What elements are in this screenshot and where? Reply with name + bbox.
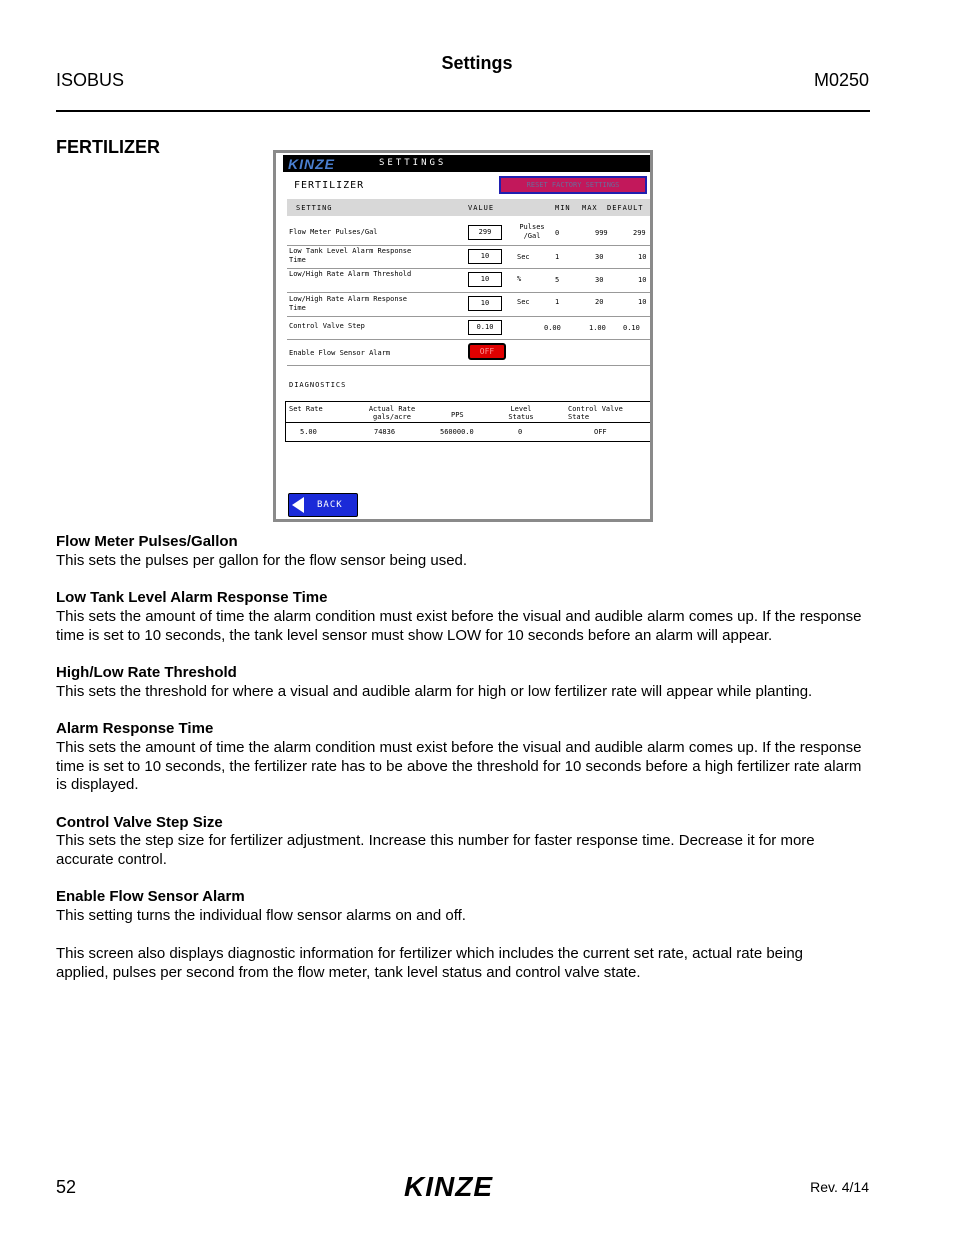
flow-sensor-alarm-row (287, 339, 650, 366)
reset-factory-settings-button[interactable]: RESET FACTORY SETTINGS (499, 176, 647, 194)
setting-value-field[interactable]: 10 (468, 296, 502, 311)
header-section: Settings (441, 53, 513, 73)
setting-default: 299 (633, 229, 646, 237)
item-body: This setting turns the individual flow sensor alarms on and off. (56, 907, 466, 924)
column-header (287, 199, 650, 216)
setting-value-field[interactable]: 0.10 (468, 320, 502, 335)
item-title: High/Low Rate Threshold (56, 664, 237, 681)
setting-default: 0.10 (623, 324, 640, 332)
setting-max: 30 (595, 276, 604, 284)
setting-unit: % (517, 275, 522, 283)
setting-default: 10 (638, 298, 647, 306)
header-rule (56, 110, 870, 112)
setting-row (287, 316, 650, 340)
setting-unit: Pulses /Gal (519, 223, 545, 240)
diag-value: 560000.0 (440, 428, 474, 436)
item-body: This sets the threshold for where a visual and audible alarm for high or low fertilizer rate will appear while planting. (56, 683, 813, 700)
diag-header: Level Status (508, 405, 534, 421)
col-value: VALUE (468, 204, 495, 212)
col-max: MAX (582, 204, 598, 212)
diag-value: 5.00 (300, 428, 317, 436)
col-min: MIN (555, 204, 571, 212)
setting-label: Flow Meter Pulses/Gal (289, 228, 378, 236)
setting-value-field[interactable]: 10 (468, 272, 502, 287)
diagnostics-title: DIAGNOSTICS (289, 381, 347, 389)
setting-min: 1 (555, 253, 560, 261)
setting-row (287, 268, 650, 293)
setting-min: 5 (555, 276, 560, 284)
setting-row (287, 292, 650, 317)
col-default: DEFAULT (607, 204, 644, 212)
item-body: This sets the amount of time the alarm condition must exist before the visual and audible alarm comes up. If the response time is set to 10 seconds, the tank level sensor must show LOW for 10 seconds before an alarm will appear. (56, 608, 862, 644)
revision: Rev. 4/14 (810, 1179, 869, 1195)
item-title: Control Valve Step Size (56, 814, 223, 831)
back-button[interactable] (288, 493, 358, 517)
setting-row (287, 245, 650, 269)
flow-sensor-alarm-label: Enable Flow Sensor Alarm (289, 349, 391, 357)
diag-header: Set Rate (289, 405, 323, 413)
setting-min: 1 (555, 298, 560, 306)
setting-max: 20 (595, 298, 604, 306)
item-body: This sets the amount of time the alarm condition must exist before the visual and audible alarm comes up. If the response time is set to 10 seconds, the fertilizer rate has to be above the threshold for 10 seconds before a high fertilizer rate alarm is displayed. (56, 739, 862, 793)
diagnostics-table (285, 401, 650, 442)
item-body: This sets the step size for fertilizer adjustment. Increase this number for faster response time. Decrease it for more accurate control. (56, 832, 815, 868)
setting-label: Low Tank Level Alarm Response Time (289, 247, 412, 264)
setting-max: 1.00 (589, 324, 606, 332)
setting-min: 0.00 (544, 324, 561, 332)
diag-header: Control Valve State (568, 405, 623, 421)
setting-default: 10 (638, 253, 647, 261)
item-title: Alarm Response Time (56, 720, 214, 737)
setting-label: Control Valve Step (289, 322, 365, 330)
screen-title-bar (283, 155, 650, 172)
setting-default: 10 (638, 276, 647, 284)
diag-separator (286, 422, 650, 423)
setting-max: 999 (595, 229, 608, 237)
setting-value-field[interactable]: 10 (468, 249, 502, 264)
header-left: ISOBUS (56, 70, 125, 90)
back-arrow-icon (292, 497, 304, 513)
diag-value: 0 (518, 428, 523, 436)
diag-value: OFF (594, 428, 607, 436)
setting-label: Low/High Rate Alarm Response Time (289, 295, 408, 312)
fertilizer-settings-screen (273, 150, 653, 522)
back-button-label: BACK (317, 500, 343, 510)
setting-min: 0 (555, 229, 560, 237)
diag-value: 74836 (374, 428, 396, 436)
item-title: Flow Meter Pulses/Gallon (56, 533, 238, 550)
item-title: Enable Flow Sensor Alarm (56, 888, 245, 905)
setting-value-field[interactable]: 299 (468, 225, 502, 240)
item-title: Low Tank Level Alarm Response Time (56, 589, 328, 606)
flow-sensor-alarm-toggle[interactable]: OFF (468, 343, 506, 360)
item-body: This sets the pulses per gallon for the flow sensor being used. (56, 552, 468, 569)
screen-heading: FERTILIZER (294, 180, 365, 191)
header-doc-number: M0250 (813, 70, 869, 90)
setting-unit: Sec (517, 253, 530, 261)
kinze-logo: KINZE (288, 156, 335, 172)
screen-title: SETTINGS (379, 158, 447, 168)
closing-paragraph: This screen also displays diagnostic information for fertilizer which includes the current set rate, actual rate being applied, pulses per second from the flow meter, tank level status and control valve state. (56, 945, 804, 981)
section-title: FERTILIZER (56, 137, 160, 157)
setting-unit: Sec (517, 298, 530, 306)
setting-max: 30 (595, 253, 604, 261)
setting-label: Low/High Rate Alarm Threshold (289, 270, 412, 278)
kinze-footer-logo: KINZE (404, 1171, 493, 1202)
page-number: 52 (56, 1177, 77, 1197)
col-setting: SETTING (296, 204, 333, 212)
diag-header: PPS (451, 411, 464, 419)
diag-header: Actual Rate gals/acre (368, 405, 416, 421)
setting-row (287, 221, 650, 246)
